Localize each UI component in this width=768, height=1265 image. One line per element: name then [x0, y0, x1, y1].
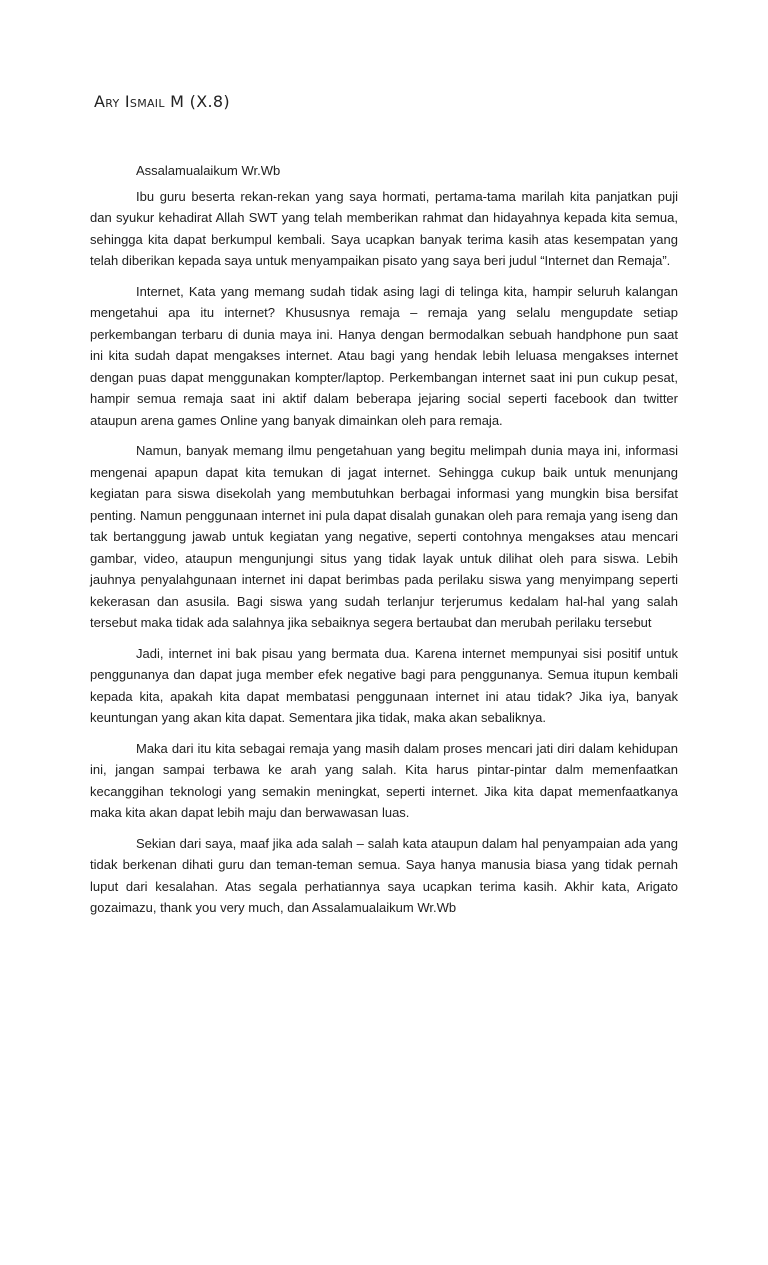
paragraph-opening: Ibu guru beserta rekan-rekan yang saya hormati, pertama-tama marilah kita panjatkan puji dan syukur kehadirat Allah SWT yang telah memberikan rahmat dan hidayahnya kepada kita semua, sehingga kita dapat berkumpul kembali. Saya ucapkan banyak terima kasih atas kesempatan yang telah diberikan kepada saya untuk menyampaikan pisato yang saya beri judul “Internet dan Remaja”.: [90, 188, 678, 268]
paragraph-closing: Sekian dari saya, maaf jika ada salah – salah kata ataupun dalam hal penyampaian ada yang tidak berkenan dihati guru dan teman-teman semua. Saya hanya manusia biasa yang tidak pernah luput dari kesalahan. Atas segala perhatiannya saya ucapkan terima kasih. Akhir kata, Arigato gozaimazu, thank you very much, dan Assalamualaikum Wr.Wb: [90, 835, 678, 915]
paragraph-double-edged: Jadi, internet ini bak pisau yang bermata dua. Karena internet mempunyai sisi positif untuk penggunanya dan dapat juga member efek negative bagi para penggunanya. Semua itupun kembali kepada kita, apakah kita dapat membatasi penggunaan internet ini atau tidak? Jika iya, banyak keuntungan yang akan kita dapat. Sementara jika tidak, maka akan sebaliknya.: [90, 645, 678, 725]
document-body: [90, 160, 678, 928]
document-title: Ary Ismail M (X.8): [94, 92, 230, 111]
paragraph-advice: Maka dari itu kita sebagai remaja yang masih dalam proses mencari jati diri dalam kehidupan ini, jangan sampai terbawa ke arah yang salah. Kita harus pintar-pintar dalm memenfaatkan kecanggihan teknologi yang semakin meningkat, seperti internet. Jika kita dapat memenfaatkanya maka kita akan dapat lebih maju dan berwawasan luas.: [90, 740, 678, 820]
paragraph-salutation: Assalamualaikum Wr.Wb: [136, 163, 281, 178]
paragraph-internet-intro: Internet, Kata yang memang sudah tidak asing lagi di telinga kita, hampir seluruh kalangan mengetahui apa itu internet? Khususnya remaja – remaja yang selalu mengupdate setiap perkembangan terbaru di dunia maya ini. Hanya dengan bermodalkan sebuah handphone pun saat ini kita sudah dapat mengakses internet. Atau bagi yang hendak lebih leluasa mengakses internet dengan puas dapat menggunakan kompter/laptop. Perkembangan internet saat ini pun cukup pesat, hampir semua remaja saat ini aktif dalam beberapa jejaring social seperti facebook dan twitter ataupun arena games Online yang banyak dimainkan oleh para remaja.: [90, 283, 678, 428]
paragraph-benefits-risks: Namun, banyak memang ilmu pengetahuan yang begitu melimpah dunia maya ini, informasi mengenai apapun dapat kita temukan di jagat internet. Sehingga cukup baik untuk menunjang kegiatan para siswa disekolah yang membutuhkan berbagai informasi yang mungkin bisa bersifat penting. Namun penggunaan internet ini pula dapat disalah gunakan oleh para remaja yang iseng dan tak bertanggung jawab untuk kegiatan yang negative, seperti contohnya mengakses atau mencari gambar, video, ataupun mengunjungi situs yang tidak layak untuk dilihat oleh para siswa. Lebih jauhnya penyalahgunaan internet ini dapat berimbas pada perilaku siswa yang menyimpang seperti kekerasan dan asusila. Bagi siswa yang sudah terlanjur terjerumus kedalam hal-hal yang salah tersebut maka tidak ada salahnya jika sebaiknya segera bertaubat dan merubah perilaku tersebut: [90, 443, 678, 630]
